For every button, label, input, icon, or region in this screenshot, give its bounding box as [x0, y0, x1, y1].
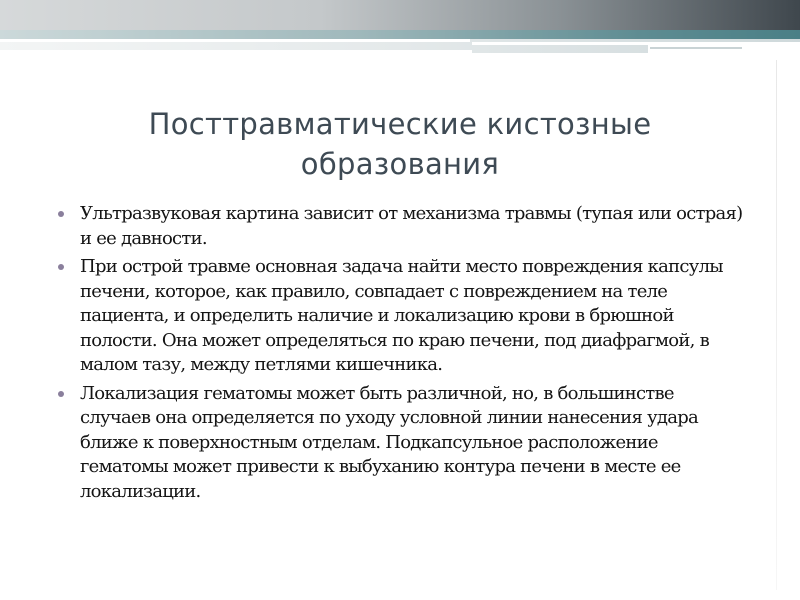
header-stub-line	[650, 47, 742, 49]
bullet-item	[56, 382, 746, 505]
bullet-text: Локализация гематомы может быть различной, но, в большинстве случаев она определяется по уходу условной линии нанесения удара ближе к поверхностным отделам. Подкапсульное расположение гематомы может привести к выбуханию контура печени в месте ее локализации.	[80, 382, 698, 502]
bullet-dot-icon	[58, 391, 64, 397]
header-divider-lower	[0, 50, 472, 53]
bullet-text: Ультразвуковая картина зависит от механизма травмы (тупая или острая) и ее давности.	[80, 203, 743, 249]
header-divider	[0, 39, 470, 42]
slide-title: Посттравматические кистозные образования	[148, 107, 652, 181]
bullet-item	[56, 255, 746, 378]
header-band-teal	[0, 30, 800, 39]
bullet-dot-icon	[58, 211, 64, 217]
bullet-text: При острой травме основная задача найти место повреждения капсулы печени, которое, как правило, совпадает с повреждением на теле пациента, и определить наличие и локализацию крови в брюшной полости. Она может определяться по краю печени, под диафрагмой, в малом тазу, между петлями кишечника.	[80, 256, 723, 375]
right-edge-line	[776, 60, 777, 590]
header-band-dark	[0, 0, 800, 30]
bullet-dot-icon	[58, 264, 64, 270]
bullet-list	[56, 202, 746, 508]
bullet-item	[56, 202, 746, 251]
